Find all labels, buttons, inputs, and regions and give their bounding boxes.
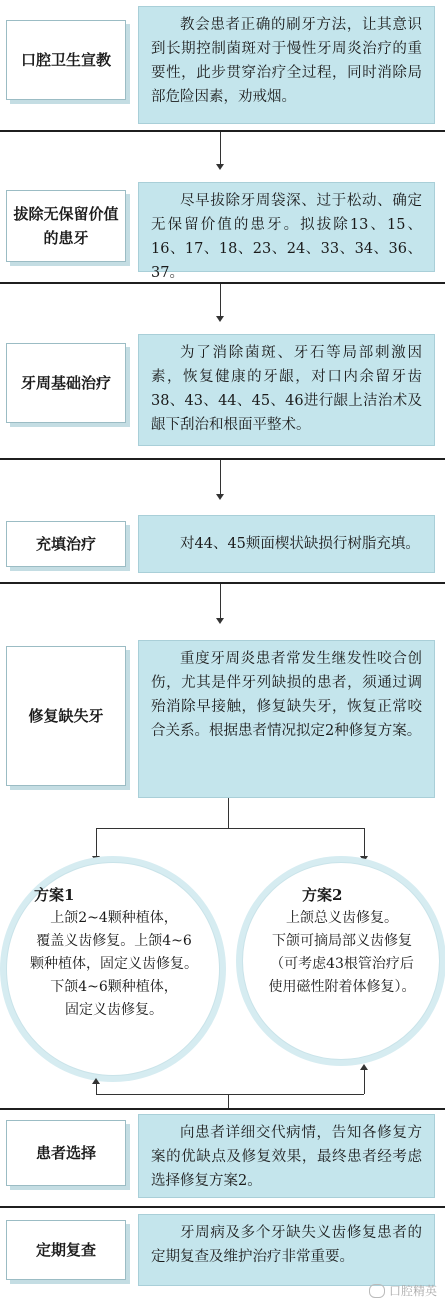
plan-2-text [250, 884, 434, 999]
merge-left-up [96, 1084, 97, 1094]
arrow-1 [216, 164, 224, 170]
step-7-text-content: 牙周病及多个牙缺失义齿修复患者的定期复查及维护治疗非常重要。 [151, 1225, 422, 1265]
branch-right-down [364, 828, 365, 858]
merge-line [96, 1094, 364, 1095]
step-3-label [6, 343, 126, 423]
step-2-label-text: 拔除无保留价值的患牙 [13, 205, 119, 247]
plan-1-line-1: 上颌2~4颗种植体， [50, 910, 178, 926]
plan-1-text [16, 884, 212, 1022]
step-4-text [138, 515, 435, 573]
connector-4 [220, 584, 221, 620]
step-1-text [138, 6, 435, 124]
connector-3 [220, 460, 221, 496]
plan-1-line-4: 下颌4~6颗种植体， [50, 979, 178, 995]
branch-right-arrow [360, 856, 368, 862]
separator-2 [0, 282, 445, 284]
plan-2-line-1: 上颌总义齿修复。 [286, 910, 398, 926]
step-3-text [138, 334, 435, 446]
plan-2-line-4: 使用磁性附着体修复）。 [268, 979, 416, 995]
separator-4 [0, 582, 445, 584]
step-7-label-text: 定期复查 [35, 1241, 96, 1259]
plan-1-line-5: 固定义齿修复。 [65, 1002, 163, 1018]
merge-connector-down [228, 1094, 229, 1108]
step-6-text-content: 向患者详细交代病情，告知各修复方案的优缺点及修复效果，最终患者经考虑选择修复方案2。 [151, 1125, 422, 1189]
step-2-label [6, 190, 126, 262]
step-3-label-text: 牙周基础治疗 [20, 374, 111, 392]
plan-1-title: 方案1 [34, 886, 75, 904]
arrow-2 [216, 316, 224, 322]
separator-5 [0, 1108, 445, 1110]
step-5-text [138, 640, 435, 798]
step-1-label-text: 口腔卫生宣教 [20, 51, 111, 69]
plan-1-line-3: 颗种植体，固定义齿修复。 [30, 956, 198, 972]
arrow-3 [216, 494, 224, 500]
step-5-label [6, 646, 126, 786]
step-7-label [6, 1220, 126, 1280]
step-6-label-text: 患者选择 [35, 1144, 96, 1162]
separator-3 [0, 458, 445, 460]
step-2-text-content: 尽早拔除牙周袋深、过于松动、确定无保留价值的患牙。拟拔除13、15、16、17、18、23、24、33、34、36、37。 [151, 193, 422, 281]
plan-2-line-2: 下颌可摘局部义齿修复 [272, 933, 412, 949]
step-4-text-content: 对44、45颊面楔状缺损行树脂充填。 [180, 536, 420, 552]
step-1-label [6, 20, 126, 100]
step-6-label [6, 1120, 126, 1186]
arrow-4 [216, 618, 224, 624]
branch-left-down [96, 828, 97, 858]
step-5-label-text: 修复缺失牙 [28, 707, 104, 725]
plan-1-line-2: 覆盖义齿修复。上颌4~6 [36, 933, 192, 949]
plan-2-line-3: （可考虑43根管治疗后 [270, 956, 414, 972]
watermark-text: 口腔精英 [388, 1284, 437, 1298]
connector-2 [220, 284, 221, 318]
step-6-text [138, 1114, 435, 1198]
step-4-label-text: 充填治疗 [35, 535, 96, 553]
wechat-icon [369, 1284, 385, 1298]
merge-right-up [364, 1070, 365, 1094]
step-1-text-content: 教会患者正确的刷牙方法，让其意识到长期控制菌斑对于慢性牙周炎治疗的重要性，此步贯穿治疗全过程，同时消除局部危险因素，劝戒烟。 [151, 17, 422, 105]
step-2-text [138, 182, 435, 281]
step-7-text [138, 1214, 435, 1286]
connector-1 [220, 132, 221, 166]
plan-2-title: 方案2 [302, 886, 343, 904]
step-5-text-content: 重度牙周炎患者常发生继发性咬合创伤，尤其是伴牙列缺损的患者，须通过调殆消除早接触，修复缺失牙，恢复正常咬合关系。根据患者情况拟定2种修复方案。 [151, 651, 422, 739]
branch-connector-top [228, 798, 229, 828]
watermark [369, 1282, 437, 1299]
branch-left-arrow [92, 856, 100, 862]
separator-6 [0, 1206, 445, 1208]
step-4-label [6, 521, 126, 567]
step-3-text-content: 为了消除菌斑、牙石等局部刺激因素，恢复健康的牙龈，对口内余留牙齿38、43、44、45、46进行龈上洁治术及龈下刮治和根面平整术。 [151, 345, 422, 433]
separator-1 [0, 130, 445, 132]
branch-line-top [96, 828, 364, 829]
